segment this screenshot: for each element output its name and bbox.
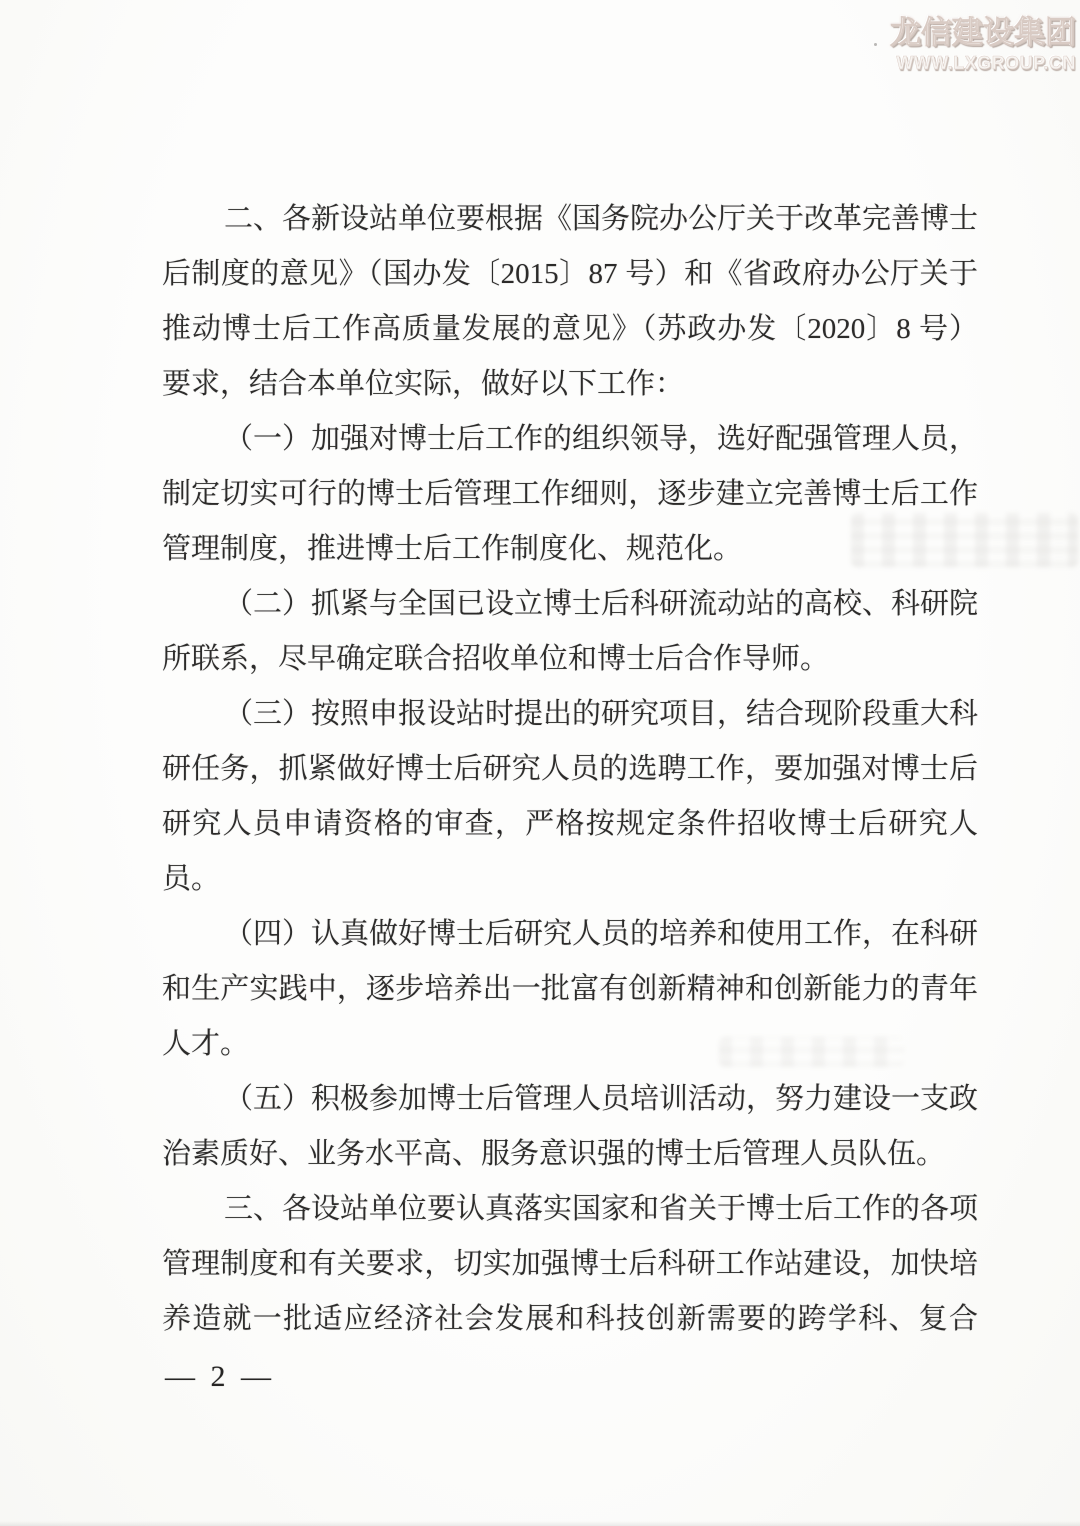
text-line: 后制度的意见》（国办发〔2015〕87 号）和《省政府办公厅关于	[162, 258, 978, 290]
text-line: 研任务，抓紧做好博士后研究人员的选聘工作，要加强对博士后	[162, 753, 978, 785]
text-line: 制定切实可行的博士后管理工作细则，逐步建立完善博士后工作	[162, 478, 978, 510]
text-line: 所联系，尽早确定联合招收单位和博士后合作导师。	[162, 643, 830, 675]
scan-speck	[874, 43, 877, 46]
text-line: 要求，结合本单位实际，做好以下工作：	[162, 368, 685, 400]
text-line: 和生产实践中，逐步培养出一批富有创新精神和创新能力的青年	[162, 973, 978, 1005]
text-line: 二、各新设站单位要根据《国务院办公厅关于改革完善博士	[224, 203, 978, 235]
company-watermark	[776, 7, 1076, 74]
text-line: （五）积极参加博士后管理人员培训活动，努力建设一支政	[224, 1083, 978, 1115]
text-line: 员。	[162, 863, 221, 895]
page-number: — 2 —	[165, 1360, 275, 1393]
text-line: 人才。	[162, 1028, 250, 1060]
text-line: 管理制度和有关要求，切实加强博士后科研工作站建设，加快培	[162, 1248, 978, 1280]
text-line: 推动博士后工作高质量发展的意见》（苏政办发〔2020〕8 号）	[162, 313, 978, 345]
text-line: 三、各设站单位要认真落实国家和省关于博士后工作的各项	[224, 1193, 978, 1225]
text-line: （三）按照申报设站时提出的研究项目，结合现阶段重大科	[224, 698, 978, 730]
text-line: 养造就一批适应经济社会发展和科技创新需要的跨学科、复合	[162, 1303, 978, 1335]
document-body	[162, 192, 978, 1347]
text-line: （一）加强对博士后工作的组织领导，选好配强管理人员，	[224, 423, 978, 455]
text-line: 治素质好、业务水平高、服务意识强的博士后管理人员队伍。	[162, 1138, 946, 1170]
text-line: 管理制度，推进博士后工作制度化、规范化。	[162, 533, 743, 565]
text-line: （二）抓紧与全国已设立博士后科研流动站的高校、科研院	[224, 588, 978, 620]
company-website-text: WWW.LXGROUP.CN	[896, 53, 1076, 73]
text-line: 研究人员申请资格的审查，严格按规定条件招收博士后研究人	[162, 808, 978, 840]
company-logo-text: 龙信建设集团	[890, 15, 1076, 50]
text-line: （四）认真做好博士后研究人员的培养和使用工作，在科研	[224, 918, 978, 950]
